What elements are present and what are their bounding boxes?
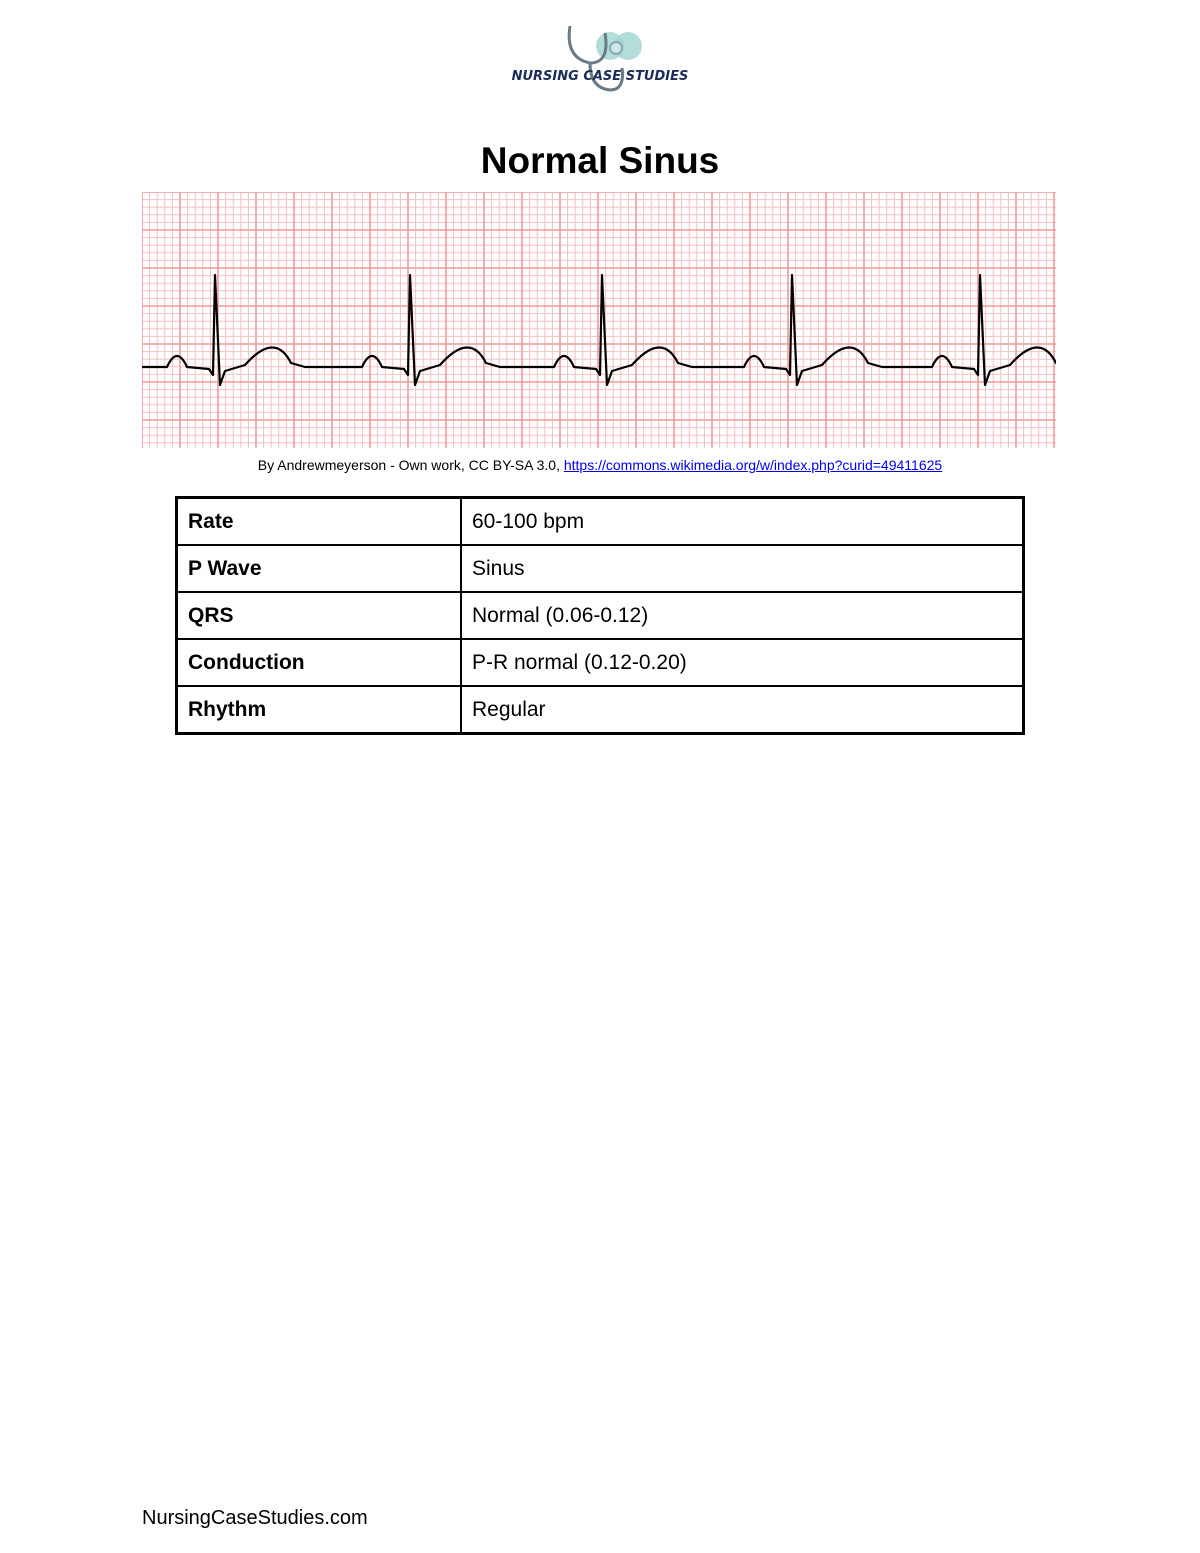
row-label: Rate	[177, 498, 462, 546]
image-credit	[0, 457, 1200, 473]
footer-site-name: NursingCaseStudies.com	[142, 1507, 368, 1529]
row-label: QRS	[177, 592, 462, 639]
page-title: Normal Sinus	[480, 140, 720, 181]
nursing-case-studies-logo	[510, 18, 690, 98]
table-row	[177, 686, 1024, 734]
row-value: Regular	[461, 686, 1024, 734]
row-value: Normal (0.06-0.12)	[461, 592, 1024, 639]
credit-link[interactable]: https://commons.wikimedia.org/w/index.php?curid=49411625	[563, 457, 943, 473]
row-value: 60-100 bpm	[461, 498, 1024, 546]
table-row	[177, 592, 1024, 639]
table-row	[177, 545, 1024, 592]
credit-text: By Andrewmeyerson - Own work, CC BY-SA 3.0,	[257, 457, 564, 473]
row-value: P-R normal (0.12-0.20)	[461, 639, 1024, 686]
svg-text:NURSING CASE STUDIES: NURSING CASE STUDIES	[511, 69, 689, 84]
row-label: Rhythm	[177, 686, 462, 734]
ecg-strip	[142, 192, 1056, 448]
row-label: P Wave	[177, 545, 462, 592]
table-row	[177, 498, 1024, 546]
table-row	[177, 639, 1024, 686]
rhythm-criteria-table	[175, 496, 1025, 735]
row-value: Sinus	[461, 545, 1024, 592]
row-label: Conduction	[177, 639, 462, 686]
